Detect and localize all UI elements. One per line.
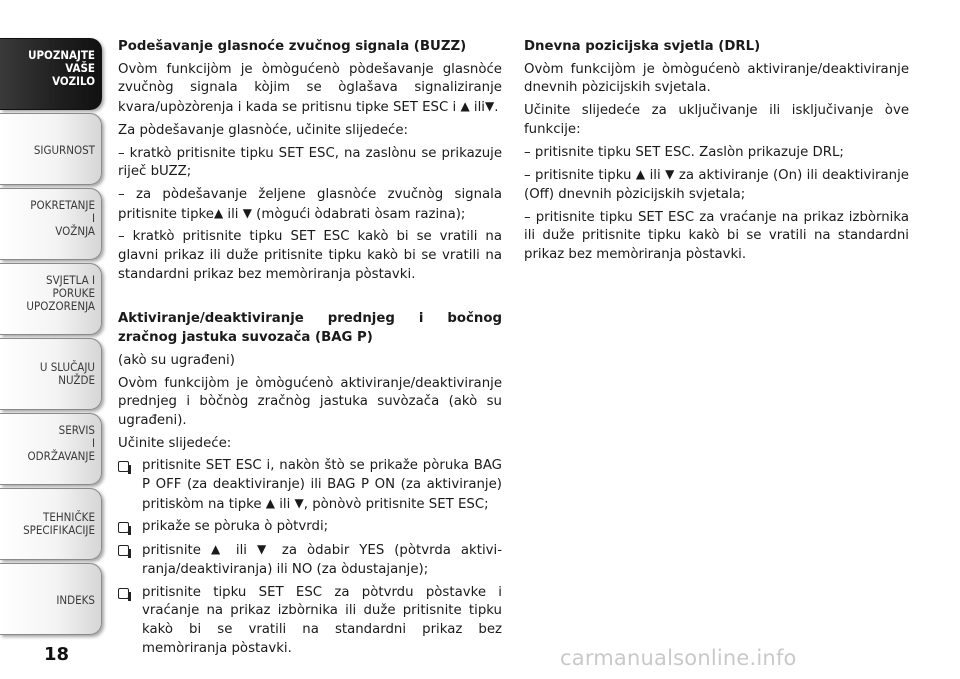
text: ili: [225, 543, 257, 559]
text: ili: [275, 496, 295, 512]
bullet-box-icon: [118, 545, 129, 556]
tab-label: POKRETANJE I VOŽNJA: [30, 198, 95, 238]
drl-paragraph: Ovòm funkcijòm je òmògućenò aktiviranje/deaktiviranje dnevnih pòzicijskih svjetala.: [524, 61, 909, 96]
tab-label: U SLUČAJU NUŽDE: [39, 360, 95, 387]
text: ili: [645, 168, 666, 184]
bullet-box-icon: [118, 522, 129, 533]
up-arrow-icon: ▲: [460, 99, 470, 114]
buzz-instructions-intro: Za pòdešavanje glasnòće, učinite slijedeće:: [118, 122, 408, 138]
left-column: [118, 38, 502, 662]
bullet-box-icon: [118, 461, 129, 472]
text: ili: [223, 206, 243, 222]
tab-tehnicke-specifikacije[interactable]: [0, 488, 102, 560]
drl-heading: Dnevna pozicijska svjetla (DRL): [524, 39, 761, 54]
tab-u-slucaju-nuzde[interactable]: [0, 338, 102, 410]
drl-step-3: – pritisnite tipku SET ESC za vraćanje na prikaz izbòrnika ili duže pritisnite tipku kakò bi se vratili na standardni prikaz bez memòriranja pòstavki.: [524, 209, 909, 263]
text: prikaže se pòruka ò pòtvrdi;: [142, 519, 329, 535]
bag-heading: Aktiviranje/deaktiviranje prednjeg i bočnog zračnog jastuka suvozača (BAG P): [118, 311, 502, 346]
down-arrow-icon: ▼: [242, 205, 252, 220]
watermark: carmanualsonline.info: [560, 646, 797, 670]
text: , pònòvò pritisnite SET ESC;: [303, 496, 489, 512]
chapter-sidebar: [0, 0, 106, 679]
page-number: 18: [44, 644, 70, 665]
bag-note: (akò su ugrađeni): [118, 352, 235, 368]
right-column: [524, 38, 909, 269]
bag-instructions-intro: Učinite slijedeće:: [118, 435, 232, 451]
bag-step-4: [118, 584, 502, 659]
tab-label: SERVIS I ODRŽAVANJE: [27, 423, 95, 463]
buzz-paragraph: [118, 61, 502, 118]
buzz-heading: Podešavanje glasnoće zvučnog signala (BUZZ): [118, 39, 467, 54]
buzz-step-3: – kratkò pritisnite tipku SET ESC kakò bi se vratili na glavni prikaz ili duže pritisnite tipku kakò bi se vratili na standardni prikaz bez memòriranja pòstavki.: [118, 229, 502, 282]
text: pritisnite SET ESC i, nakòn štò se prikaže pòruka BAG P OFF (za deaktiviranje) ili BAG P ON (za aktiviranje) pritiskòm na tipke: [142, 458, 502, 512]
text: – za pòdešavanje željene glasnòće zvučnòg signala pritisnite tipke: [118, 186, 502, 222]
drl-instructions-intro: Učinite slijedeće za uključivanje ili isključivanje òve funkcije:: [524, 103, 909, 137]
tab-pokretanje-i-voznja[interactable]: [0, 188, 102, 260]
tab-indeks[interactable]: [0, 563, 102, 635]
bullet-box-icon: [118, 588, 129, 599]
tab-servis-i-odrzavanje[interactable]: [0, 413, 102, 485]
text: (mògući òdabrati òsam razina);: [251, 206, 466, 222]
text: ili: [469, 100, 485, 116]
up-arrow-icon: ▲: [265, 495, 275, 510]
up-arrow-icon: ▲: [635, 167, 646, 182]
text: – pritisnite tipku: [524, 168, 636, 184]
buzz-step-1: – kratkò pritisnite tipku SET ESC, na zaslònu se prikazuje riječ bUZZ;: [118, 145, 502, 180]
text: za òdabir YES (pòtvrda aktivi-ranja/deaktiviranja) ili NO (za òdustajanje);: [142, 543, 503, 577]
tab-svjetla-i-poruke[interactable]: [0, 263, 102, 335]
down-arrow-icon: ▼: [484, 99, 495, 114]
text: za aktiviranje (On) ili deaktiviranje (Off) dnevnih pòzicijskih svjetala;: [524, 168, 909, 202]
text: pritisnite: [142, 543, 211, 559]
buzz-step-2: [118, 186, 502, 224]
text: Ovòm funkcijòm je òmògućenò pòdešavanje glasnòće zvučnòg signala kòjim se òglašava signaliziranje kvara/upòzòrenja i kada se pritisnu tipke SET ESC i: [118, 61, 502, 116]
text: .: [494, 100, 499, 116]
drl-step-2: [524, 166, 909, 204]
tab-label: UPOZNAJTE VAŠE VOZILO: [28, 48, 95, 88]
up-arrow-icon: ▲: [213, 205, 224, 220]
down-arrow-icon: ▼: [294, 495, 304, 510]
bag-step-3: [118, 541, 502, 579]
tab-label: SVJETLA I PORUKE UPOZORENJA: [26, 273, 95, 313]
tab-label: SIGURNOST: [33, 143, 95, 157]
text: pritisnite tipku SET ESC za pòtvrdu pòstavke i vraćanje na prikaz izbòrnika ili duže pritisnite tipku kakò bi se vratili na standardni prikaz bez memòriranja pòstavki.: [142, 584, 502, 656]
drl-step-1: – pritisnite tipku SET ESC. Zaslòn prikazuje DRL;: [524, 144, 844, 160]
tab-label: INDEKS: [56, 593, 95, 607]
tab-label: TEHNIČKE SPECIFIKACIJE: [23, 510, 95, 537]
down-arrow-icon: ▼: [256, 542, 272, 557]
tab-sigurnost[interactable]: [0, 113, 102, 185]
up-arrow-icon: ▲: [210, 542, 226, 557]
bag-step-1: [118, 457, 502, 514]
tab-upoznajte-vase-vozilo[interactable]: [0, 38, 102, 110]
down-arrow-icon: ▼: [665, 167, 675, 182]
bag-paragraph: Ovòm funkcijòm je òmògućenò aktiviranje/deaktiviranje prednjeg i bòčnòg zračnòg jastuka suvòzača (akò su ugrađeni).: [118, 375, 502, 428]
bag-step-2: [118, 518, 502, 537]
